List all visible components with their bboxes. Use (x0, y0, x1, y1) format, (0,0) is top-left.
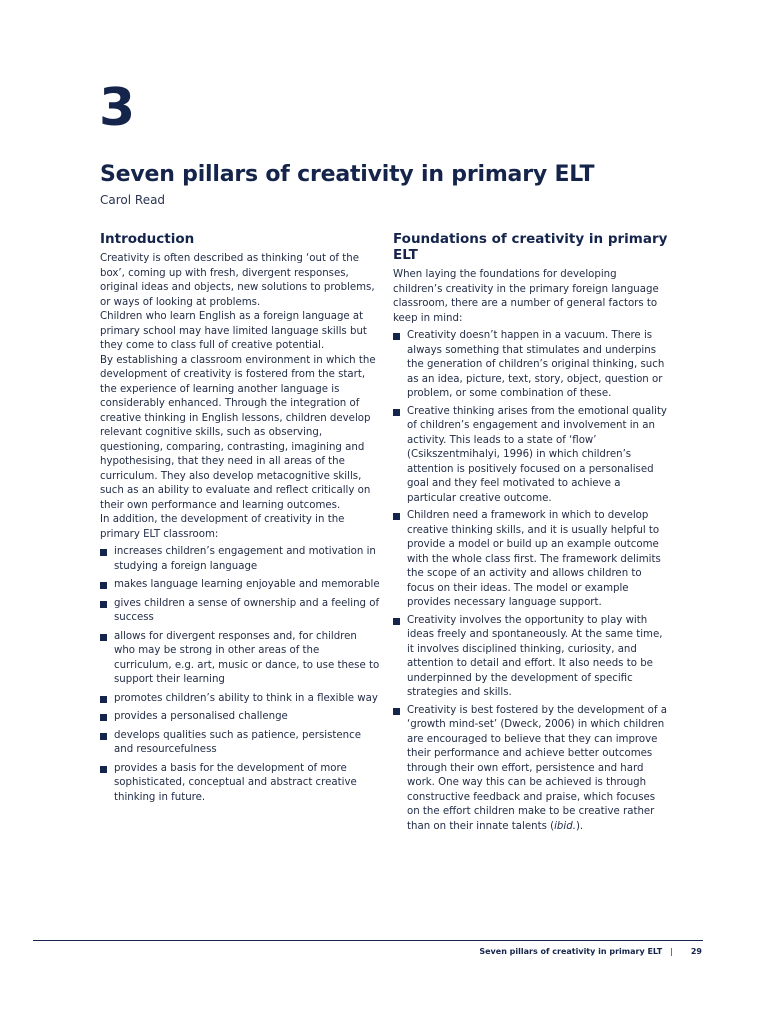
list-item-text-after: ). (575, 820, 584, 832)
author-name: Carol Read (100, 193, 166, 207)
list-item-text: provides a basis for the development of more sophisticated, conceptual and abstract creative thinking in future. (114, 762, 357, 803)
list-item (100, 710, 380, 725)
list-item-text: Creativity involves the opportunity to play with ideas freely and spontaneously. At the same time, it involves disciplined thinking, curiosity, and attention to detail and effort. It also needs to be underpinned by the development of specific strategies and skills. (407, 614, 663, 698)
list-item-text: develops qualities such as patience, persistence and resourcefulness (114, 729, 361, 755)
footer-divider (33, 940, 703, 941)
list-item-text: makes language learning enjoyable and memorable (114, 579, 380, 590)
list-item (100, 729, 380, 758)
bullet-square-icon (393, 333, 400, 340)
foundations-heading: Foundations of creativity in primary ELT (393, 231, 668, 263)
list-item (393, 704, 669, 835)
list-item-text: provides a personalised challenge (114, 711, 288, 722)
bullet-square-icon (100, 582, 107, 589)
left-column (100, 231, 380, 809)
list-item-text: gives children a sense of ownership and a feeling of success (114, 597, 380, 623)
list-item (100, 762, 380, 806)
list-item (100, 597, 380, 626)
intro-paragraph: Creativity is often described as thinking ‘out of the box’, coming up with fresh, divergent responses, original ideas and objects, new solutions to problems, or ways of looking at problems. (100, 253, 375, 308)
bullet-square-icon (100, 634, 107, 641)
factors-list (393, 329, 669, 834)
footer-separator: | (670, 947, 673, 956)
page-footer (479, 947, 702, 956)
bullet-square-icon (393, 618, 400, 625)
right-column (393, 231, 669, 837)
foundations-intro: When laying the foundations for developing children’s creativity in the primary foreign language classroom, there are a number of general factors to keep in mind: (393, 269, 659, 324)
benefits-list (100, 545, 380, 805)
list-item (100, 630, 380, 688)
list-item (393, 329, 669, 402)
list-item (393, 614, 669, 701)
bullet-square-icon (393, 708, 400, 715)
bullet-square-icon (100, 549, 107, 556)
intro-paragraph: By establishing a classroom environment in which the development of creativity is fostered from the start, the experience of learning another language is considerably enhanced. Through the integration of creative thinking in English lessons, children develop relevant cognitive skills, such as observing, questioning, comparing, contrasting, imagining and hypothesising, that they need in all areas of the curriculum. They also develop metacognitive skills, such as an ability to evaluate and reflect critically on their own performance and learning outcomes. (100, 354, 376, 511)
page-title: Seven pillars of creativity in primary ELT (100, 162, 595, 187)
bullet-square-icon (393, 409, 400, 416)
list-item-text: Creative thinking arises from the emotional quality of children’s engagement and involvement in an activity. This leads to a state of ‘flow’ (Csikszentmihalyi, 1996) in which children’s attention is positively focused on a personalised goal and they feel motivated to achieve a particular creative outcome. (407, 405, 667, 504)
list-item (393, 509, 669, 611)
bullet-square-icon (100, 696, 107, 703)
bullet-square-icon (393, 513, 400, 520)
intro-paragraph: In addition, the development of creativity in the primary ELT classroom: (100, 514, 345, 540)
bullet-square-icon (100, 601, 107, 608)
bullet-square-icon (100, 733, 107, 740)
list-item-text: Children need a framework in which to develop creative thinking skills, and it is usually helpful to provide a model or build up an example outcome with the whole class first. The framework delimits the scope of an activity and allows children to focus on their ideas. The model or example provides necessary language support. (407, 510, 661, 608)
list-item (100, 578, 380, 593)
list-item-text: promotes children’s ability to think in a flexible way (114, 692, 378, 704)
intro-paragraph: Children who learn English as a foreign language at primary school may have limited language skills but they come to class full of creative potential. (100, 311, 367, 351)
bullet-square-icon (100, 766, 107, 773)
list-item-text: allows for divergent responses and, for children who may be strong in other areas of the curriculum, e.g. art, music or dance, to use these to support their learning (114, 630, 380, 685)
page-number: 29 (690, 947, 702, 956)
citation-ibid: ibid. (554, 820, 576, 832)
chapter-number: 3 (99, 78, 136, 138)
list-item (100, 692, 380, 707)
introduction-heading: Introduction (100, 231, 195, 247)
list-item-text: increases children’s engagement and motivation in studying a foreign language (114, 546, 376, 572)
list-item (100, 545, 380, 574)
running-title: Seven pillars of creativity in primary ELT (479, 947, 663, 956)
list-item-text: Creativity doesn’t happen in a vacuum. There is always something that stimulates and underpins the generation of children’s original thinking, such as an idea, picture, text, story, object, question or problem, or some combination of these. (407, 330, 665, 399)
list-item-text-before: Creativity is best fostered by the development of a ‘growth mind-set’ (Dweck, 2006) in which children are encouraged to believe that they can improve their performance and achieve better outcomes through their own effort, persistence and hard work. One way this can be achieved is through constructive feedback and praise, which focuses on the effort children make to be creative rather than on their innate talents ( (407, 704, 667, 832)
list-item (393, 405, 669, 507)
bullet-square-icon (100, 714, 107, 721)
